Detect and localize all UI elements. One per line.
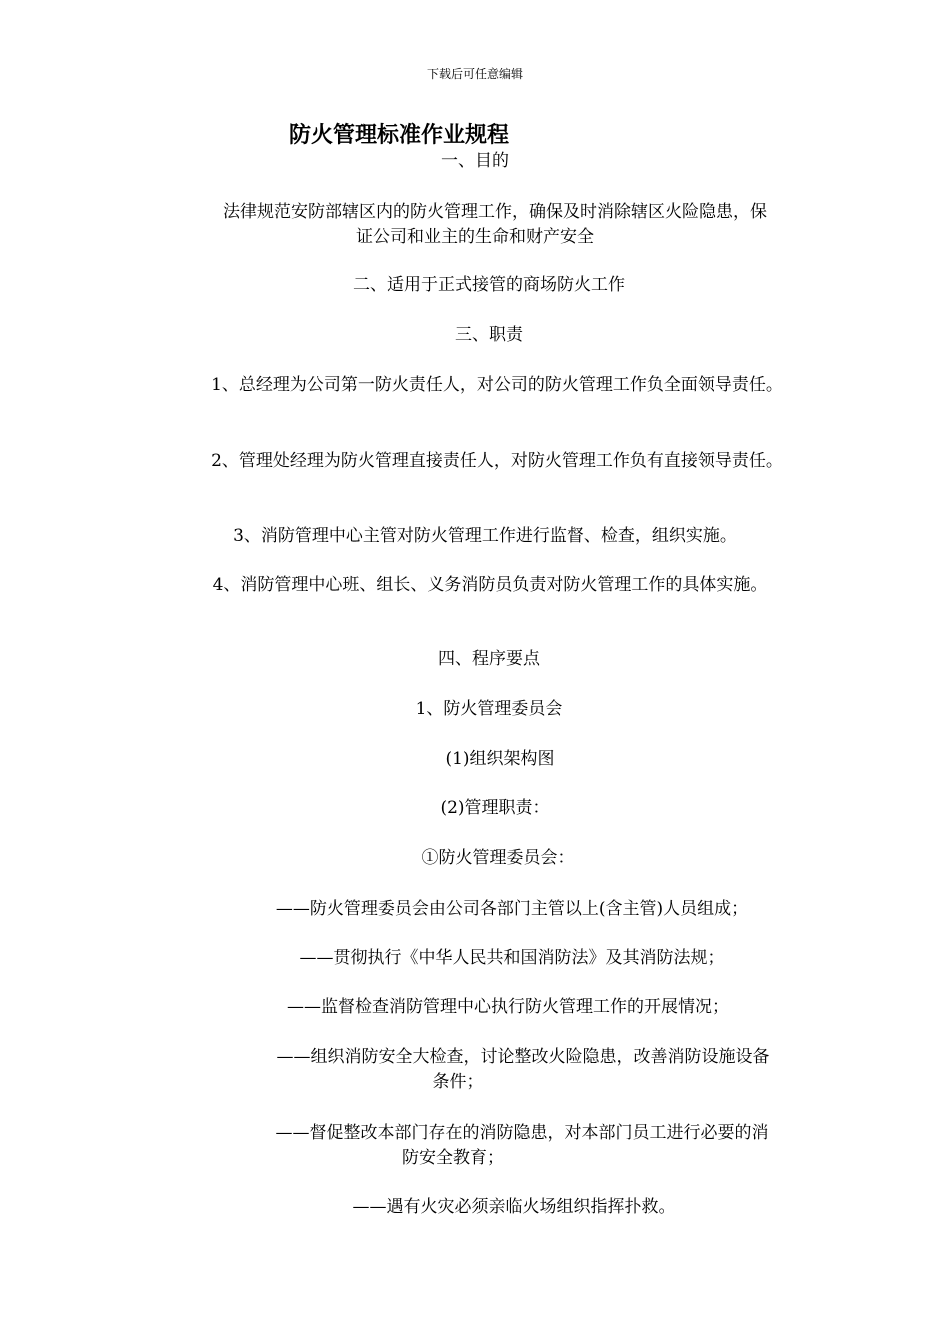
committee-duty-3: ——监督检查消防管理中心执行防火管理工作的开展情况； (287, 997, 729, 1017)
section-heading-procedures: 四、程序要点 (438, 649, 540, 669)
committee-duty-1: ——防火管理委员会由公司各部门主管以上(含主管)人员组成； (275, 899, 749, 919)
committee-label: ①防火管理委员会： (421, 848, 575, 868)
purpose-line-2: 证公司和业主的生命和财产安全 (356, 227, 594, 247)
committee-duty-5-line-2: 防安全教育； (402, 1148, 504, 1168)
section-heading-duties: 三、职责 (455, 325, 523, 345)
duty-item-1: 1、总经理为公司第一防火责任人，对公司的防火管理工作负全面领导责任。 (211, 375, 783, 395)
page-header: 下载后可任意编辑 (426, 67, 524, 81)
committee-duty-6: ——遇有火灾必须亲临火场组织指挥扑救。 (352, 1197, 676, 1217)
duty-item-2: 2、管理处经理为防火管理直接责任人，对防火管理工作负有直接领导责任。 (211, 451, 783, 471)
purpose-line-1: 法律规范安防部辖区内的防火管理工作，确保及时消除辖区火险隐患，保 (223, 202, 767, 222)
section-heading-scope: 二、适用于正式接管的商场防火工作 (353, 275, 625, 295)
committee-duty-4-line-1: ——组织消防安全大检查，讨论整改火险隐患，改善消防设施设备 (276, 1047, 770, 1067)
committee-duty-4-line-2: 条件； (432, 1072, 484, 1092)
section-heading-purpose: 一、目的 (441, 151, 509, 171)
committee-duty-5-line-1: ——督促整改本部门存在的消防隐患，对本部门员工进行必要的消 (275, 1123, 769, 1143)
subsection-committee: 1、防火管理委员会 (415, 699, 563, 719)
subsection-responsibilities: (2)管理职责： (440, 798, 550, 818)
document-title: 防火管理标准作业规程 (289, 123, 510, 148)
duty-item-3: 3、消防管理中心主管对防火管理工作进行监督、检查，组织实施。 (233, 526, 737, 546)
subsection-org-chart: (1)组织架构图 (445, 749, 555, 769)
duty-item-4: 4、消防管理中心班、组长、义务消防员负责对防火管理工作的具体实施。 (212, 575, 768, 595)
committee-duty-2: ——贯彻执行《中华人民共和国消防法》及其消防法规； (299, 948, 725, 968)
